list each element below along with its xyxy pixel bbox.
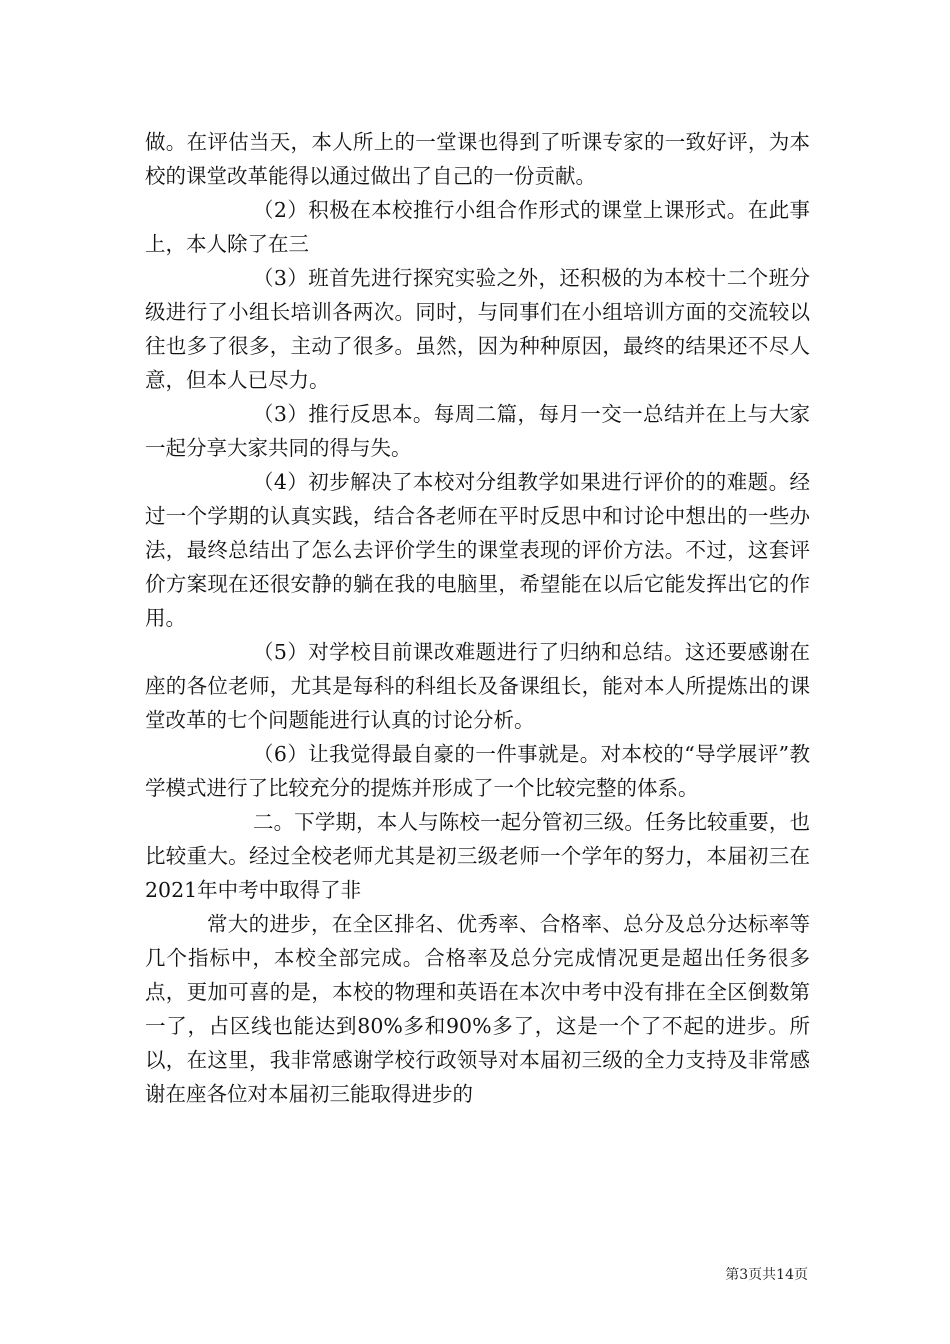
paragraph-item-3b: （3）推行反思本。每周二篇，每月一交一总结并在上与大家一起分享大家共同的得与失。: [145, 402, 810, 460]
paragraph-section-2-continued: 常大的进步，在全区排名、优秀率、合格率、总分及总分达标率等几个指标中，本校全部完成。合格率及总分完成情况更是超出任务很多点，更加可喜的是，本校的物理和英语在本次中考中没有排在全区倒数第一了，占区线也能达到80%多和90%多了，这是一个了不起的进步。所以，在这里，我非常感谢学校行政领导对本届初三级的全力支持及非常感谢在座各位对本届初三能取得进步的: [145, 912, 810, 1106]
paragraph-item-2: （2）积极在本校推行小组合作形式的课堂上课形式。在此事上，本人除了在三: [145, 198, 810, 256]
paragraph-item-5: （5）对学校目前课改难题进行了归纳和总结。这还要感谢在座的各位老师，尤其是每科的科组长及备课组长，能对本人所提炼出的课堂改革的七个问题能进行认真的讨论分析。: [145, 640, 810, 732]
paragraph-section-2: 二。下学期，本人与陈校一起分管初三级。任务比较重要，也比较重大。经过全校老师尤其是初三级老师一个学年的努力，本届初三在2021年中考中取得了非: [145, 810, 810, 902]
page-number-footer: 第3页共14页: [725, 1267, 808, 1283]
paragraph-item-3a: （3）班首先进行探究实验之外，还积极的为本校十二个班分级进行了小组长培训各两次。同时，与同事们在小组培训方面的交流较以往也多了很多，主动了很多。虽然，因为种种原因，最终的结果还不尽人意，但本人已尽力。: [145, 266, 810, 392]
paragraph-item-6: （6）让我觉得最自豪的一件事就是。对本校的“导学展评”教学模式进行了比较充分的提炼并形成了一个比较完整的体系。: [145, 742, 810, 800]
document-body: [145, 125, 810, 1111]
paragraph-item-4: （4）初步解决了本校对分组教学如果进行评价的的难题。经过一个学期的认真实践，结合各老师在平时反思中和讨论中想出的一些办法，最终总结出了怎么去评价学生的课堂表现的评价方法。不过，这套评价方案现在还很安静的躺在我的电脑里，希望能在以后它能发挥出它的作用。: [145, 470, 810, 630]
paragraph-continuation: 做。在评估当天，本人所上的一堂课也得到了听课专家的一致好评，为本校的课堂改革能得以通过做出了自己的一份贡献。: [145, 130, 810, 188]
